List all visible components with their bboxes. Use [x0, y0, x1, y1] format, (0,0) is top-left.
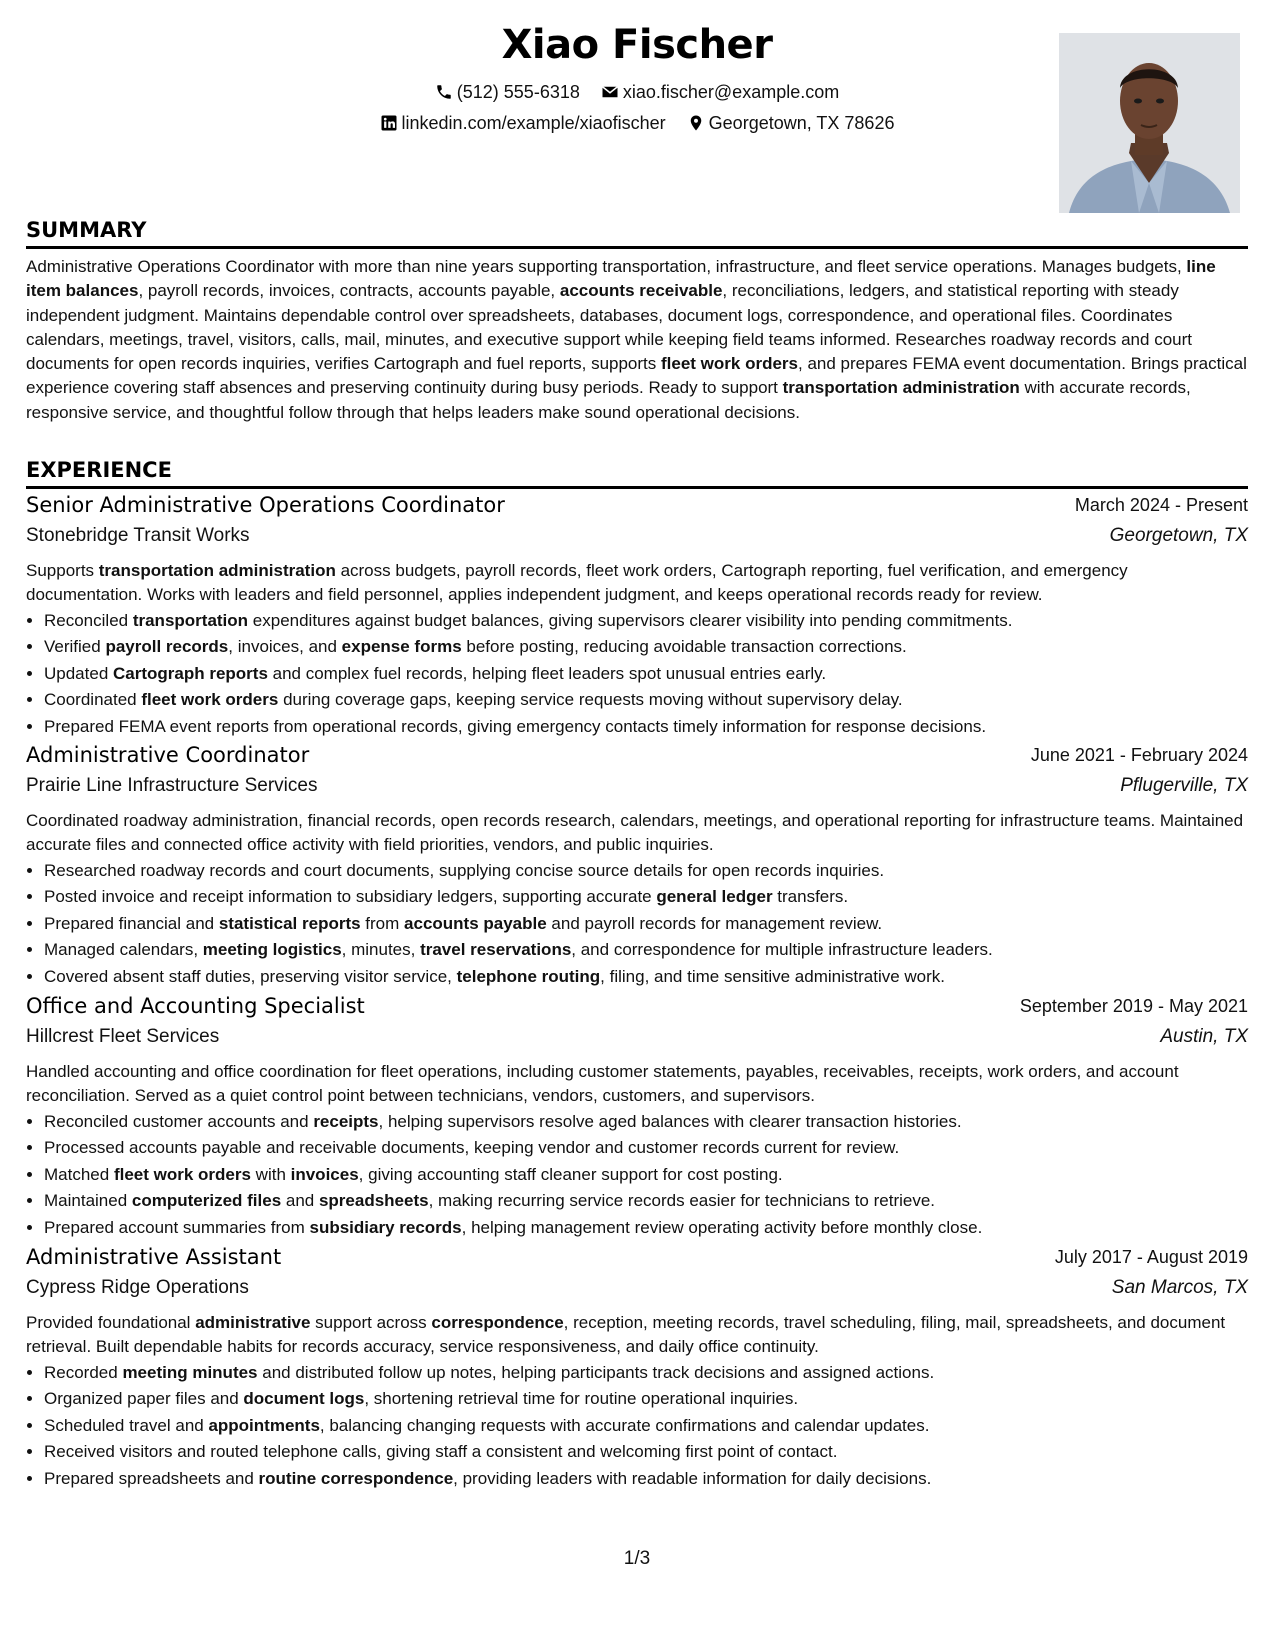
- text-run: Organized paper files and: [44, 1389, 244, 1409]
- text-run: , and prepares FEMA event documentation. Brings practical experience covering staff absences and preserving continuity during busy periods. Ready to support: [26, 354, 1247, 398]
- resume-page: [26, 0, 1248, 1650]
- text-run: Reconciled: [44, 610, 133, 630]
- job-entry: [26, 493, 1248, 740]
- bold-keyword: fleet work orders: [113, 1164, 251, 1184]
- bullet-item: [44, 1215, 1248, 1242]
- bold-keyword: meeting minutes: [122, 1362, 258, 1382]
- text-run: Maintained: [44, 1191, 132, 1211]
- job-dates: March 2024 - Present: [1074, 495, 1248, 515]
- job-location: San Marcos, TX: [1111, 1277, 1248, 1298]
- job-company: Cypress Ridge Operations: [26, 1277, 249, 1298]
- bold-keyword: transportation: [132, 610, 249, 630]
- text-run: during coverage gaps, keeping service requests moving without supervisory delay.: [278, 690, 903, 710]
- bold-keyword: accounts payable: [404, 913, 547, 933]
- bold-keyword: routine correspondence: [258, 1468, 454, 1488]
- text-run: and: [281, 1191, 319, 1211]
- text-run: Reconciled customer accounts and: [44, 1111, 314, 1131]
- bold-keyword: document logs: [243, 1389, 365, 1409]
- text-run: Provided foundational: [26, 1313, 196, 1332]
- text-run: transfers.: [772, 887, 849, 907]
- bold-keyword: subsidiary records: [309, 1217, 462, 1237]
- bold-keyword: Cartograph reports: [113, 663, 268, 683]
- job-title: Senior Administrative Operations Coordinator: [26, 493, 505, 517]
- text-run: , reception, meeting records, travel scheduling, filing, mail, spreadsheets, and document retrieval. Built dependable habits for records accuracy, service responsiveness, and daily office continuity.: [26, 1313, 1226, 1357]
- bullet-item: [44, 1439, 1248, 1466]
- bullet-item: [44, 937, 1248, 964]
- text-run: Researched roadway records and court documents, supplying concise source details for open records inquiries.: [44, 860, 885, 880]
- bold-keyword: invoices: [290, 1164, 359, 1184]
- text-run: , making recurring service records easier for technicians to retrieve.: [428, 1191, 936, 1211]
- linkedin-text: linkedin.com/example/xiaofischer: [401, 113, 666, 133]
- text-run: Supports: [26, 561, 99, 580]
- job-entry: [26, 743, 1248, 990]
- text-run: , giving accounting staff cleaner support for cost posting.: [358, 1164, 783, 1184]
- bold-keyword: computerized files: [131, 1191, 282, 1211]
- job-description: [26, 1311, 1248, 1360]
- job-location: Pflugerville, TX: [1120, 775, 1248, 796]
- text-run: Covered absent staff duties, preserving visitor service,: [44, 966, 457, 986]
- location-contact: [687, 111, 895, 135]
- text-run: , minutes,: [341, 940, 421, 960]
- text-run: , helping management review operating activity before monthly close.: [461, 1217, 983, 1237]
- bold-keyword: general ledger: [656, 887, 773, 907]
- bullet-item: [44, 1188, 1248, 1215]
- bullet-item: [44, 1109, 1248, 1136]
- job-location: Georgetown, TX: [1109, 525, 1248, 546]
- text-run: Updated: [44, 663, 113, 683]
- bold-keyword: line item balances: [26, 257, 1216, 301]
- bold-keyword: meeting logistics: [202, 940, 342, 960]
- bullet-item: [44, 687, 1248, 714]
- phone-contact: [435, 80, 580, 104]
- job-bullets: [26, 858, 1248, 991]
- page-number: 1/3: [623, 1548, 651, 1569]
- bold-keyword: accounts receivable: [559, 281, 723, 301]
- phone-icon: [435, 83, 453, 101]
- bold-keyword: correspondence: [431, 1313, 564, 1332]
- text-run: , helping supervisors resolve aged balances with clearer transaction histories.: [378, 1111, 962, 1131]
- summary-text: [26, 255, 1248, 425]
- bullet-item: [44, 608, 1248, 635]
- envelope-icon: [601, 83, 619, 101]
- location-text: Georgetown, TX 78626: [708, 113, 895, 133]
- text-run: and payroll records for management review.: [546, 913, 883, 933]
- text-run: Handled accounting and office coordination for fleet operations, including customer statements, payables, receivables, receipts, work orders, and account reconciliation. Served as a quiet control point between technicians, vendors, customers, and supervisors.: [26, 1062, 1179, 1106]
- job-company: Prairie Line Infrastructure Services: [26, 775, 318, 796]
- bullet-item: [44, 1360, 1248, 1387]
- text-run: Prepared spreadsheets and: [44, 1468, 259, 1488]
- bullet-item: [44, 1162, 1248, 1189]
- email-contact[interactable]: [601, 80, 839, 104]
- job-title: Office and Accounting Specialist: [26, 994, 365, 1018]
- bold-keyword: spreadsheets: [318, 1191, 429, 1211]
- bullet-item: [44, 1386, 1248, 1413]
- bold-keyword: travel reservations: [420, 940, 572, 960]
- bullet-item: [44, 714, 1248, 741]
- bold-keyword: fleet work orders: [661, 354, 798, 374]
- text-run: before posting, reducing avoidable transaction corrections.: [461, 637, 907, 657]
- job-entry: [26, 1245, 1248, 1492]
- text-run: Coordinated roadway administration, financial records, open records research, calendars, meetings, and operational reporting for infrastructure teams. Maintained accurate files and connected office activity with field priorities, vendors, and public inquiries.: [26, 811, 1244, 855]
- text-run: Recorded: [44, 1362, 123, 1382]
- job-company: Stonebridge Transit Works: [26, 525, 250, 546]
- text-run: across budgets, payroll records, fleet work orders, Cartograph reporting, fuel verification, and emergency documentation. Works with leaders and field personnel, applies independent judgment, and keeps operational records ready for review.: [26, 561, 1128, 605]
- text-run: and complex fuel records, helping fleet leaders spot unusual entries early.: [267, 663, 827, 683]
- text-run: Posted invoice and receipt information to subsidiary ledgers, supporting accurate: [44, 887, 657, 907]
- text-run: , shortening retrieval time for routine operational inquiries.: [364, 1389, 799, 1409]
- job-description: [26, 559, 1248, 608]
- bold-keyword: fleet work orders: [141, 690, 279, 710]
- phone-text: (512) 555-6318: [456, 82, 580, 102]
- text-run: , and correspondence for multiple infrastructure leaders.: [571, 940, 993, 960]
- text-run: , balancing changing requests with accurate confirmations and calendar updates.: [319, 1415, 930, 1435]
- email-text: xiao.fischer@example.com: [622, 82, 840, 102]
- job-title: Administrative Coordinator: [26, 743, 310, 767]
- job-entry: [26, 994, 1248, 1241]
- profile-photo: [1059, 33, 1240, 213]
- text-run: Managed calendars,: [44, 940, 203, 960]
- bold-keyword: administrative: [195, 1313, 311, 1332]
- job-description: [26, 1060, 1248, 1109]
- job-location: Austin, TX: [1160, 1026, 1248, 1047]
- job-bullets: [26, 1109, 1248, 1242]
- job-description: [26, 809, 1248, 858]
- bold-keyword: transportation administration: [782, 378, 1020, 398]
- bold-keyword: payroll records: [105, 637, 229, 657]
- text-run: Administrative Operations Coordinator with more than nine years supporting transportation, infrastructure, and fleet service operations. Manages budgets,: [26, 257, 1187, 276]
- text-run: and distributed follow up notes, helping participants track decisions and assigned actions.: [257, 1362, 935, 1382]
- text-run: Prepared account summaries from: [44, 1217, 310, 1237]
- bullet-item: [44, 1135, 1248, 1162]
- job-bullets: [26, 608, 1248, 741]
- text-run: with: [250, 1164, 291, 1184]
- bold-keyword: telephone routing: [456, 966, 601, 986]
- bold-keyword: statistical reports: [218, 913, 361, 933]
- text-run: , payroll records, invoices, contracts, accounts payable,: [138, 281, 560, 301]
- job-title: Administrative Assistant: [26, 1245, 282, 1269]
- text-run: Coordinated: [44, 690, 142, 710]
- text-run: expenditures against budget balances, giving supervisors clearer visibility into pending commitments.: [248, 610, 1013, 630]
- text-run: , reconciliations, ledgers, and statistical reporting with steady independent judgment. Maintains dependable control over spreadsheets, databases, document logs, correspondence, and operational files. Coordinates calendars, meetings, travel, visitors, calls, mail, minutes, and executive support while keeping field teams informed. Researches roadway records and court documents for open records inquiries, verifies Cartograph and fuel reports, supports: [26, 281, 1192, 374]
- candidate-name: Xiao Fischer: [501, 22, 773, 68]
- bullet-item: [44, 884, 1248, 911]
- bullet-item: [44, 634, 1248, 661]
- bullet-item: [44, 661, 1248, 688]
- bold-keyword: expense forms: [341, 637, 462, 657]
- text-run: Verified: [44, 637, 106, 657]
- bold-keyword: appointments: [208, 1415, 320, 1435]
- job-dates: September 2019 - May 2021: [1019, 996, 1248, 1016]
- text-run: support across: [310, 1313, 432, 1332]
- map-pin-icon: [687, 114, 705, 132]
- linkedin-icon: [380, 114, 398, 132]
- summary-heading: SUMMARY: [26, 218, 1248, 249]
- text-run: , providing leaders with readable information for daily decisions.: [453, 1468, 932, 1488]
- bold-keyword: transportation administration: [98, 561, 336, 580]
- text-run: , filing, and time sensitive administrative work.: [600, 966, 946, 986]
- text-run: Received visitors and routed telephone calls, giving staff a consistent and welcoming first point of contact.: [44, 1442, 838, 1462]
- job-dates: July 2017 - August 2019: [1054, 1247, 1248, 1267]
- text-run: , invoices, and: [228, 637, 342, 657]
- text-run: Processed accounts payable and receivable documents, keeping vendor and customer records current for review.: [44, 1138, 900, 1158]
- linkedin-contact[interactable]: [380, 111, 666, 135]
- experience-heading: EXPERIENCE: [26, 458, 1248, 489]
- text-run: with accurate records, responsive service, and thoughtful follow through that helps leaders make sound operational decisions.: [26, 378, 1191, 422]
- text-run: Scheduled travel and: [44, 1415, 209, 1435]
- bold-keyword: receipts: [313, 1111, 379, 1131]
- text-run: from: [360, 913, 405, 933]
- text-run: Matched: [44, 1164, 114, 1184]
- bullet-item: [44, 858, 1248, 885]
- job-dates: June 2021 - February 2024: [1030, 745, 1248, 765]
- text-run: Prepared FEMA event reports from operational records, giving emergency contacts timely information for response decisions.: [44, 716, 987, 736]
- text-run: Prepared financial and: [44, 913, 219, 933]
- job-bullets: [26, 1360, 1248, 1493]
- bullet-item: [44, 1466, 1248, 1493]
- bullet-item: [44, 911, 1248, 938]
- bullet-item: [44, 1413, 1248, 1440]
- job-company: Hillcrest Fleet Services: [26, 1026, 220, 1047]
- bullet-item: [44, 964, 1248, 991]
